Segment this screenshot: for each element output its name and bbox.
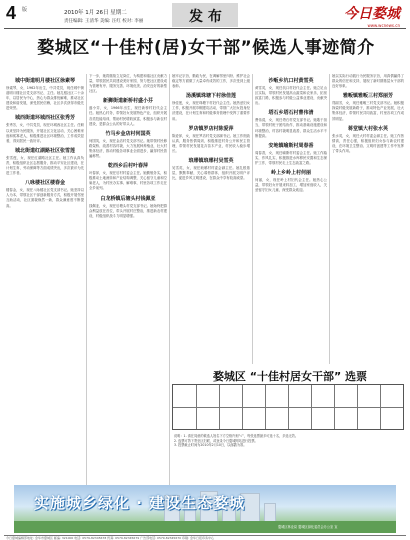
article-column-3 [172,74,250,364]
candidate-heading: 竹马乡金店村何国英 [105,130,151,137]
skyline-building [264,503,276,523]
banner-subtext: 婺城区林业局 婺城区绿化委员会办公室 宣 [278,524,338,529]
column-divider [329,74,330,364]
ballot-grid-line [173,407,403,408]
candidate-bio: 张秀芳，女，中共党员，现任环城西社区主任。任职以来坚持为民服务，开展社区文化活动，关心困难家庭和孤寡老人，积极推进社区环境整治，工作成效显著，得到居民一致好评。 [6,123,84,143]
candidate-heading: 安地镇喻斯村周春香 [268,142,314,149]
date-line: 2010年 1月 26日 星期二 [64,10,127,16]
page-number: 4 [6,3,17,23]
candidate-heading: 八咏楼社区楼春金 [24,180,65,187]
column-divider [252,74,253,364]
page-headline: 婺城区“十佳村(居)女干部”候选人事迹简介 [37,38,375,58]
candidate-heading: 乾西乡后村叶春萍 [107,163,148,170]
candidate-bio: 周春香，女，现任喻斯村村委会主任。她工作踏实，作风扎实，积极推进水库移民安置和生态保护工作，带领村民走上生态致富之路。 [255,150,327,165]
candidate-bio: 钱佩亚，女，现任后塘头村党支部书记。她始终把群众利益放在首位，带头开展村庄整治，推进新农村建设，村级组织战斗力明显增强。 [89,203,167,218]
candidate-heading: 汤溪镇珠塘下村徐佳莲 [185,93,236,100]
candidate-heading: 塔石乡塔石村曹伟清 [268,110,314,117]
page-number-suffix: 版 [22,7,28,13]
column-divider [86,74,87,494]
ballot-note: 2. 选票可剪下寄至区妇联，或登录今日婺城网站进行投票。 [174,438,258,443]
candidate-bio: 张雪莲，女，现任红湖路社区主任。她工作认真负责，积极组织社区志愿服务，推动平安社区建设，在计划生育、劳动保障等方面成绩突出，多次被评为先进工作者。 [6,155,84,176]
candidate-bio: 徐佳莲，女，现任珠塘下村妇代会主任。她热爱妇女工作，积极开展巾帼建功活动，带领广大妇女投身经济建设，在计划生育和村级事务管理中发挥了重要作用。 [172,101,250,121]
candidate-bio: 陈爱萍，女，现任罗店村党支部副书记。她工作细致认真，服务热情周到，积极推进村务公开和民主管理，带领村民发展花卉苗木产业，村民收入稳步增长。 [172,133,250,153]
ballot-title: 婺城区 “十佳村居女干部” 选票 [212,370,368,383]
candidate-bio: 何国英，女，现任金店村党支部书记。她带领村民修路架桥、改善村容村貌，大力发展种养殖业，壮大村集体经济，推动村级各项事业全面进步，赢得村民普遍称赞。 [89,138,167,159]
ballot-note: 3. 投票截止时间为2010年2月10日，以邮戳为准。 [174,443,247,448]
brand-logo: 今日婺城 [344,6,400,22]
candidate-bio: 盛小芬，女，1966年出生，现任新桥村妇代会主任。她热心村务，带领妇女发展特色产业，组织开展各类技能培训，帮助村民增收致富，积极参与新农村建设，是群众公认的好带头人。 [89,106,167,126]
candidate-bio: 她牢记宗旨，勤政为民，在调解邻里纠纷、维护社会稳定等方面做了大量卓有成效的工作，多次受到上级表彰。 [172,74,250,89]
editors-line: 责任编辑: 王清华 美编: 汪红 校对: 李丽 [64,19,144,24]
candidate-heading: 城西街道环城西社区张秀芳 [14,115,75,122]
banner-headline: 实施城乡绿化 · 建设生态婺城 [34,494,246,512]
masthead-rule [4,28,406,29]
article-column-2 [89,74,167,364]
column-divider [169,74,170,494]
footer-info: 今日婺城编辑部地址: 金华市婺城区 邮编: 321000 电话: 0579-82345678 传真: 0579-82345679 广告部电话: 0579-82345670 印刷: 金华日报印务中心 [6,536,214,540]
candidate-heading: 城中街道明月楼社区徐素琴 [14,78,75,84]
candidate-bio: 郑丽芳，女，现任雅畈三村党支部书记。她积极探索村级发展新路子，推动特色产业发展，壮大集体经济，带领村民共同致富，村里各项工作成效明显。 [332,101,404,121]
candidate-bio: 吴雪英，女，现任琅琊村村委会副主任。她扎根基层，默默奉献，关心弱势群体，组织开展文明户评比，促进乡风文明建设，在群众中享有较高威望。 [172,166,250,181]
candidate-bio: 何丽，女，现任岭上村妇代会主任。她热心公益，带领妇女开展来料加工，增加家庭收入，关爱留守妇女儿童，深受群众欢迎。 [255,178,327,193]
section-label: 发 布 [189,9,222,25]
article-column-4 [255,74,327,364]
candidate-heading: 沙畈乡坑口村黄雪英 [268,78,314,84]
section-tab [172,3,238,27]
candidate-bio: 张水英，女，现任大村村委会副主任。她工作热情高，责任心强，积极组织妇女参与新农村建设，在环境卫生整治、文明村创建等工作中发挥了带头作用。 [332,133,404,153]
candidate-heading: 蒋堂镇大村张水英 [347,125,388,132]
candidate-bio: 曹伟清，女，现任塔石村党支部书记。她敢于担当，带领村班子团结协作，推动基础设施建设和环境整治，村容村貌明显改善，群众生活水平不断提高。 [255,118,327,138]
candidate-bio: 她以实际行动践行为民服务宗旨，用真情赢得了群众的信任和支持，展现了新时期基层女干部的良好形象。 [332,74,404,89]
article-column-1 [6,74,84,364]
candidate-bio: 黄雪英，女，现任坑口村妇代会主任。她立足山区实际，带领村民发展高山蔬菜和农家乐，拓宽致富门路，积极参与村级公益事业建设，贡献突出。 [255,86,327,106]
candidate-bio: 徐素琴，女，1962年出生，中共党员，现任城中街道明月楼社区党支部书记、主任。她扎根社区二十余年，以居民为中心，热心为群众排忧解难，推动社区建设和谐发展，深受居民信赖，社区多次获得市级先进荣誉。 [6,86,84,111]
greening-banner-ad [14,485,396,533]
ballot-note: 说明：1. 请在同意的候选人姓名下方空格内划“√”，每张选票最多可选十名，多选无效。 [174,434,299,438]
candidate-heading: 岭上乡岭上村何丽 [270,170,311,177]
candidate-heading: 白龙桥镇后塘头村钱佩亚 [100,195,156,202]
candidate-heading: 罗店镇罗店村陈爱萍 [188,125,234,132]
ballot-notes [174,434,404,448]
candidate-heading: 新狮街道新桥村盛小芬 [102,98,153,105]
brand-url: www.wcnews.cn [367,23,400,28]
candidate-bio: 下一步，她将继续立足岗位，为构建和谐社区贡献力量，带领居民共同建设美好家园，努力把社区建设成为管理有序、服务完善、环境优美、治安良好的新型社区。 [89,74,167,94]
candidate-heading: 城北街道红湖路社区张雪莲 [14,147,75,154]
candidate-bio: 叶春萍，女，现任后村村委会主任。她勤勉务实，积极推动土地流转和产业结构调整，关心留守儿童和空巢老人，为村民办实事、解难事，村里各项工作走在全乡前列。 [89,171,167,191]
article-column-5 [332,74,404,364]
candidate-bio: 楼春金，女，现任八咏楼社区党支部书记。她坚持以人为本，带领社区干部创新服务方式，积极开展邻里互助活动，社区面貌焕然一新，群众满意度不断提高。 [6,188,84,208]
ballot-grid[interactable] [172,384,404,430]
candidate-heading: 雅畈镇雅畈三村郑丽芳 [342,93,393,100]
candidate-heading: 琅琊镇琅琊村吴雪英 [188,158,234,165]
